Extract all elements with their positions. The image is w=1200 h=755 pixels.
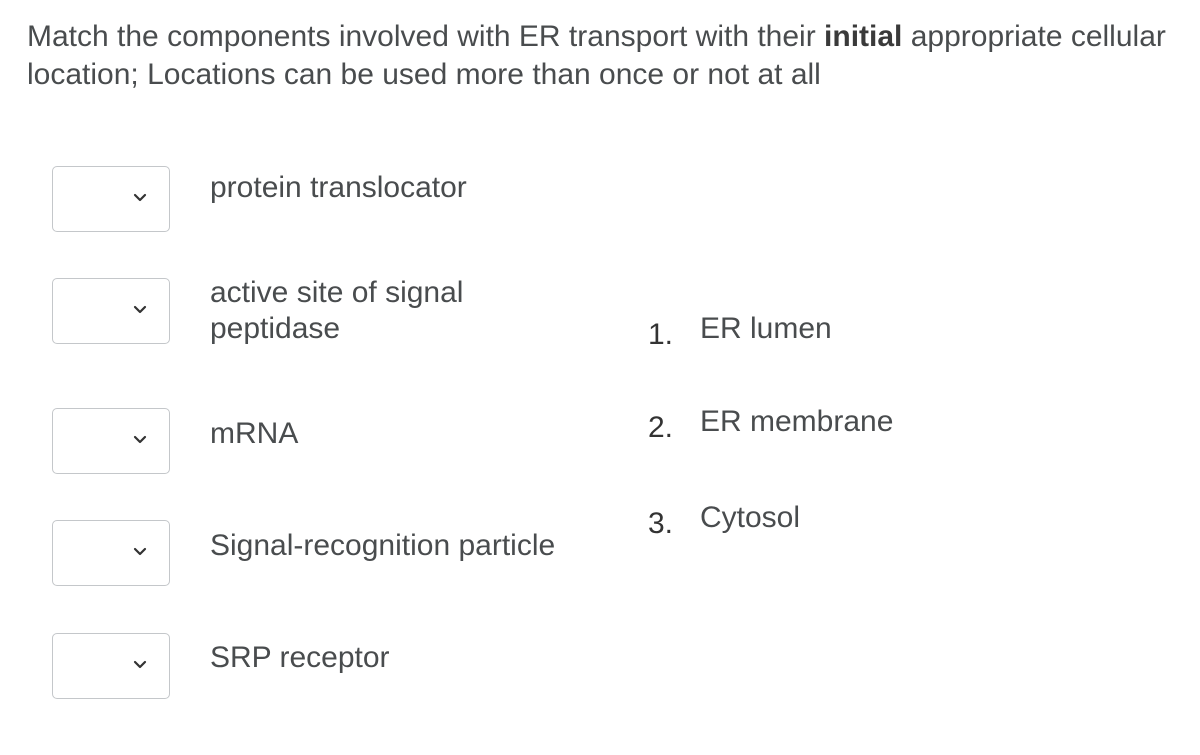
option-number: 1. [648,318,674,351]
question-text-part1: Match the components involved with ER transport with their [27,20,825,53]
match-item-label: protein translocator [210,171,467,204]
chevron-down-icon [133,660,147,670]
match-dropdown[interactable] [52,166,170,232]
match-dropdown[interactable] [52,408,170,474]
question-bold-word: initial [824,20,903,53]
chevron-down-icon [133,435,147,445]
option-label: Cytosol [700,501,801,534]
match-row [0,633,640,703]
option-number: 3. [648,507,674,540]
option-label: ER lumen [700,312,832,345]
answer-option [648,404,894,444]
answer-option [648,311,832,351]
match-row [0,408,640,478]
chevron-down-icon [133,305,147,315]
chevron-down-icon [133,547,147,557]
match-dropdown[interactable] [52,520,170,586]
option-label: ER membrane [700,405,894,438]
match-row [0,520,640,590]
answer-option [648,500,801,540]
match-dropdown[interactable] [52,633,170,699]
chevron-down-icon [133,193,147,203]
match-dropdown[interactable] [52,278,170,344]
question-text [27,18,1177,94]
match-item-label: active site of signal peptidase [210,276,464,345]
match-row [0,278,640,348]
match-item-label: mRNA [210,417,299,450]
question-text-part2: appropriate cellular location; Locations can be used more than once or not at all [27,20,1166,91]
match-item-label: Signal-recognition particle [210,529,556,562]
match-row [0,166,640,236]
option-number: 2. [648,411,674,444]
match-item-label: SRP receptor [210,641,390,674]
